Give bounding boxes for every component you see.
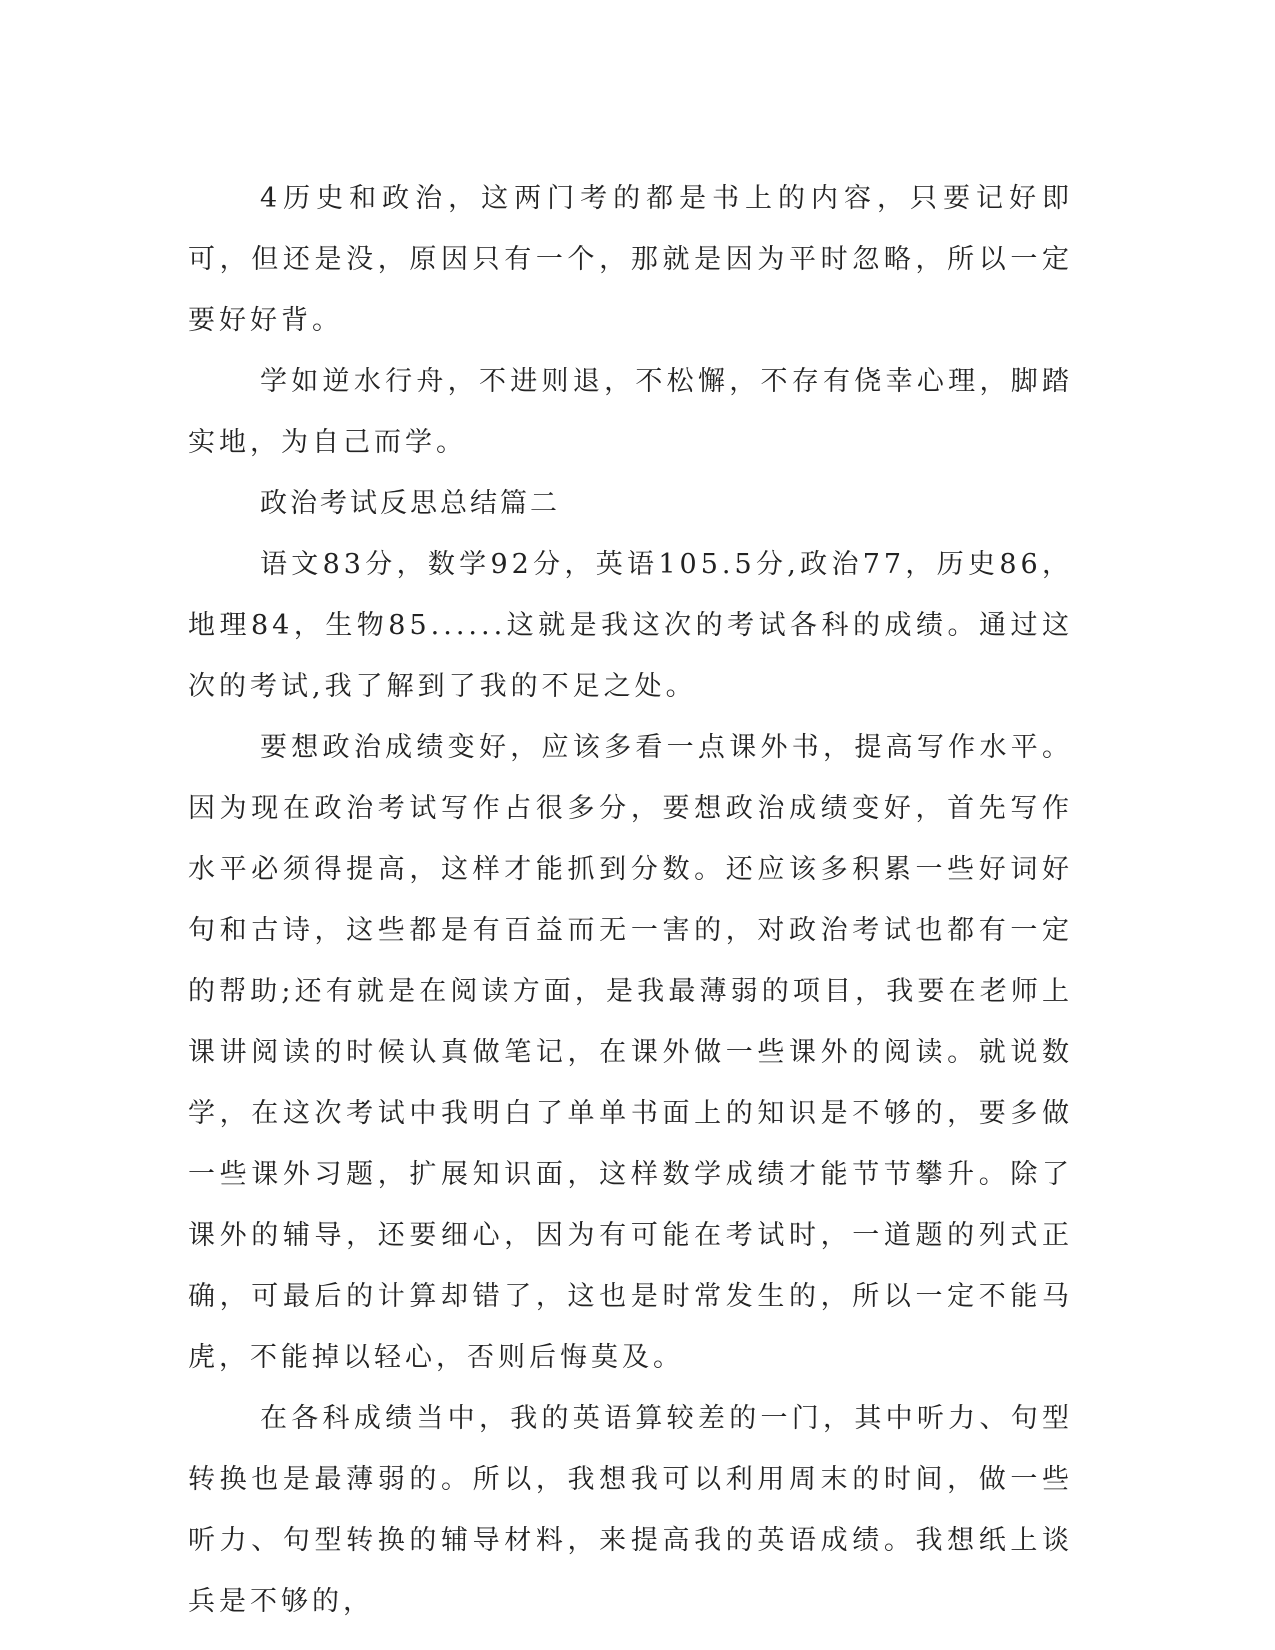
paragraph-scores: 语文83分，数学92分，英语105.5分,政治77，历史86，地理84，生物85......这就是我这次的考试各科的成绩。通过这次的考试,我了解到了我的不足之处。: [188, 549, 1073, 702]
paragraph-english: 在各科成绩当中，我的英语算较差的一门，其中听力、句型转换也是最薄弱的。所以，我想我可以利用周末的时间，做一些听力、句型转换的辅导材料，来提高我的英语成绩。我想纸上谈兵是不够的，: [188, 1403, 1073, 1617]
section-heading: 政治考试反思总结篇二: [260, 488, 560, 519]
paragraph-history-politics: 4历史和政治，这两门考的都是书上的内容，只要记好即可，但还是没，原因只有一个，那就是因为平时忽略，所以一定要好好背。: [188, 183, 1073, 336]
document-body: [188, 168, 1073, 1632]
paragraph-study-motto: 学如逆水行舟，不进则退，不松懈，不存有侥幸心理，脚踏实地，为自己而学。: [188, 366, 1073, 458]
paragraph-improvement: 要想政治成绩变好，应该多看一点课外书，提高写作水平。因为现在政治考试写作占很多分，要想政治成绩变好，首先写作水平必须得提高，这样才能抓到分数。还应该多积累一些好词好句和古诗，这些都是有百益而无一害的，对政治考试也都有一定的帮助;还有就是在阅读方面，是我最薄弱的项目，我要在老师上课讲阅读的时候认真做笔记，在课外做一些课外的阅读。就说数学，在这次考试中我明白了单单书面上的知识是不够的，要多做一些课外习题，扩展知识面，这样数学成绩才能节节攀升。除了课外的辅导，还要细心，因为有可能在考试时，一道题的列式正确，可最后的计算却错了，这也是时常发生的，所以一定不能马虎，不能掉以轻心，否则后悔莫及。: [188, 732, 1073, 1373]
